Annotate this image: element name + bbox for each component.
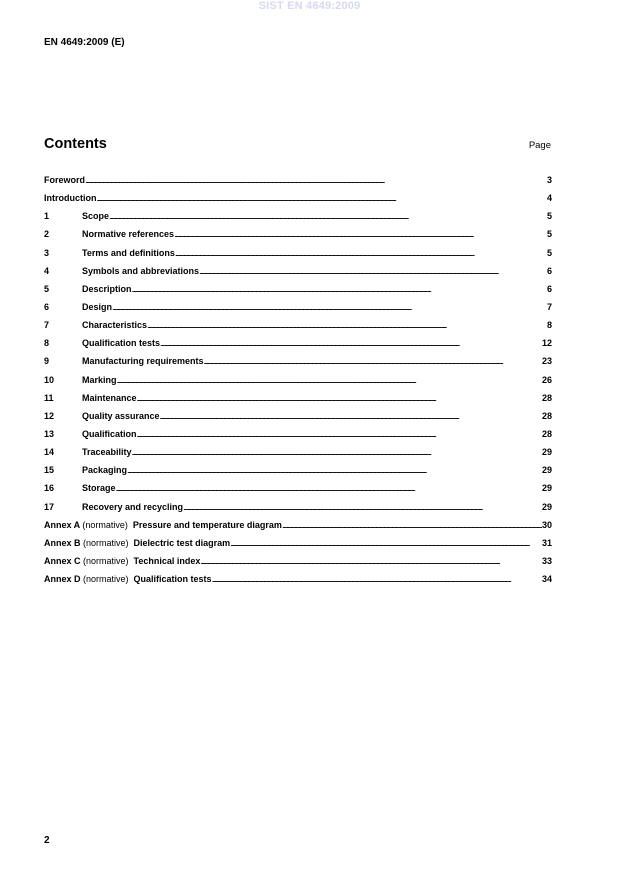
toc-entry[interactable] <box>44 211 552 229</box>
toc-entry[interactable] <box>44 302 552 320</box>
annex-page: 31 <box>541 537 552 548</box>
toc-entry-title: Terms and definitions <box>82 247 175 258</box>
toc-entry[interactable] <box>44 447 552 465</box>
toc-entry[interactable] <box>44 266 552 284</box>
annex-type: (normative) <box>82 519 128 530</box>
dot-leader <box>175 248 547 258</box>
dot-leader <box>132 284 547 294</box>
annex-page: 30 <box>541 519 552 530</box>
toc-entry[interactable] <box>44 483 552 501</box>
toc-entry-title: Maintenance <box>82 392 137 403</box>
annex-type: (normative) <box>83 574 129 585</box>
toc-annex-entry[interactable] <box>44 574 552 592</box>
toc-entry[interactable] <box>44 248 552 266</box>
toc-entry-page: 5 <box>546 211 552 222</box>
toc-entry-number: 12 <box>44 410 55 421</box>
toc-entry[interactable] <box>44 429 552 447</box>
toc-entry-title: Scope <box>82 211 110 222</box>
toc-entry-title: Foreword <box>44 175 86 185</box>
toc-entry-title: Quality assurance <box>82 410 160 421</box>
dot-leader <box>160 338 542 348</box>
toc-entry-number: 15 <box>44 465 55 476</box>
toc-entry-number: 17 <box>44 501 55 512</box>
toc-entry-page: 3 <box>546 175 552 185</box>
toc-entry-number: 7 <box>44 320 50 331</box>
annex-label: Annex B <box>44 537 81 548</box>
dot-leader <box>116 483 542 493</box>
dot-leader <box>147 320 547 330</box>
annex-label-group <box>44 538 129 548</box>
toc-entry[interactable] <box>44 393 552 411</box>
toc-entry[interactable] <box>44 411 552 429</box>
page-column-label: Page <box>528 140 551 151</box>
toc-entry-number: 6 <box>44 301 50 312</box>
toc-entry-page: 8 <box>546 320 552 331</box>
toc-entry-page: 26 <box>541 374 552 385</box>
toc-entry-number: 3 <box>44 247 50 258</box>
toc-entry-number: 11 <box>44 392 54 403</box>
dot-leader <box>230 538 542 548</box>
annex-title: Pressure and temperature diagram <box>132 519 282 530</box>
toc-entry-page: 5 <box>546 229 552 240</box>
toc-entry-page: 29 <box>541 447 552 458</box>
toc-entry-number: 13 <box>44 428 55 439</box>
toc-entry-page: 28 <box>541 428 552 439</box>
dot-leader <box>183 502 542 512</box>
toc-entry-number: 8 <box>44 338 50 349</box>
toc-annex-entry[interactable] <box>44 538 552 556</box>
toc-entry-page: 5 <box>546 247 552 258</box>
toc-entry[interactable] <box>44 284 552 302</box>
toc-entry-title: Manufacturing requirements <box>82 356 204 367</box>
contents-heading: Contents <box>44 136 107 152</box>
toc-entry-page: 29 <box>541 465 552 476</box>
toc-entry[interactable] <box>44 320 552 338</box>
toc-entry-number: 2 <box>44 229 50 240</box>
dot-leader <box>127 465 542 475</box>
toc-entry-number: 9 <box>44 356 50 367</box>
annex-label: Annex A <box>44 519 80 530</box>
dot-leader <box>200 556 542 566</box>
annex-page: 33 <box>541 555 552 566</box>
toc-entry-title: Recovery and recycling <box>82 501 184 512</box>
dot-leader <box>132 447 542 457</box>
toc-entry-page: 7 <box>546 301 552 312</box>
toc-entry-number: 4 <box>44 265 50 276</box>
toc-entry-page: 6 <box>546 283 552 294</box>
toc-entry-number: 16 <box>44 483 55 494</box>
dot-leader <box>204 356 542 366</box>
annex-type: (normative) <box>83 555 129 566</box>
dot-leader <box>137 393 542 403</box>
dot-leader <box>109 211 547 221</box>
dot-leader <box>137 429 542 439</box>
toc-entry[interactable] <box>44 375 552 393</box>
toc-entry-title: Packaging <box>82 465 128 476</box>
dot-leader <box>85 175 547 185</box>
toc-entry-page: 6 <box>546 265 552 276</box>
document-id: EN 4649:2009 (E) <box>44 37 125 48</box>
toc-annex-entry[interactable] <box>44 556 552 574</box>
annex-type: (normative) <box>83 537 129 548</box>
toc-entry-title: Symbols and abbreviations <box>82 265 200 276</box>
annex-label: Annex D <box>44 574 81 585</box>
dot-leader <box>97 193 547 203</box>
toc-entry-page: 28 <box>541 410 552 421</box>
dot-leader <box>199 266 547 276</box>
toc-entry-title: Marking <box>82 374 117 385</box>
toc-entry-page: 29 <box>541 483 552 494</box>
toc-entry-title: Characteristics <box>82 320 148 331</box>
toc-entry[interactable] <box>44 175 552 193</box>
toc-annex-entry[interactable] <box>44 520 552 538</box>
annex-label-group <box>44 556 129 566</box>
toc-entry-page: 4 <box>546 193 552 204</box>
annex-label-group <box>44 520 128 530</box>
toc-entry-title: Traceability <box>82 447 132 458</box>
dot-leader <box>160 411 542 421</box>
toc-entry[interactable] <box>44 229 552 247</box>
toc-entry-page: 12 <box>541 338 552 349</box>
toc-entry[interactable] <box>44 338 552 356</box>
toc-entry-title: Introduction <box>44 193 97 204</box>
annex-title: Dielectric test diagram <box>133 537 231 548</box>
dot-leader <box>174 229 547 239</box>
toc-entry-number: 10 <box>44 374 55 385</box>
annex-title: Technical index <box>133 555 201 566</box>
annex-page: 34 <box>541 574 552 585</box>
dot-leader <box>212 574 542 584</box>
toc-entry-page: 28 <box>541 392 552 403</box>
toc-entry-page: 23 <box>541 356 552 367</box>
toc-entry[interactable] <box>44 465 552 483</box>
toc-entry-title: Storage <box>82 483 116 494</box>
toc-entry[interactable] <box>44 502 552 520</box>
annex-label-group <box>44 574 129 584</box>
watermark: SIST EN 4649:2009 <box>258 0 361 12</box>
dot-leader <box>112 302 547 312</box>
toc-entry[interactable] <box>44 193 552 211</box>
toc-entry-title: Design <box>82 301 113 312</box>
toc-entry-number: 14 <box>44 447 55 458</box>
toc-entry-title: Description <box>82 283 132 294</box>
dot-leader <box>117 375 542 385</box>
toc-entry-number: 5 <box>44 283 50 294</box>
annex-title: Qualification tests <box>133 574 212 585</box>
toc-entry-title: Qualification <box>82 428 137 439</box>
toc-entry-number: 1 <box>44 211 50 222</box>
toc-entry[interactable] <box>44 356 552 374</box>
annex-label: Annex C <box>44 555 81 566</box>
toc-entry-title: Qualification tests <box>82 338 161 349</box>
dot-leader <box>282 520 542 530</box>
toc-entry-title: Normative references <box>82 229 175 240</box>
toc-entry-page: 29 <box>541 501 552 512</box>
table-of-contents <box>44 175 552 592</box>
page-number: 2 <box>44 835 50 846</box>
